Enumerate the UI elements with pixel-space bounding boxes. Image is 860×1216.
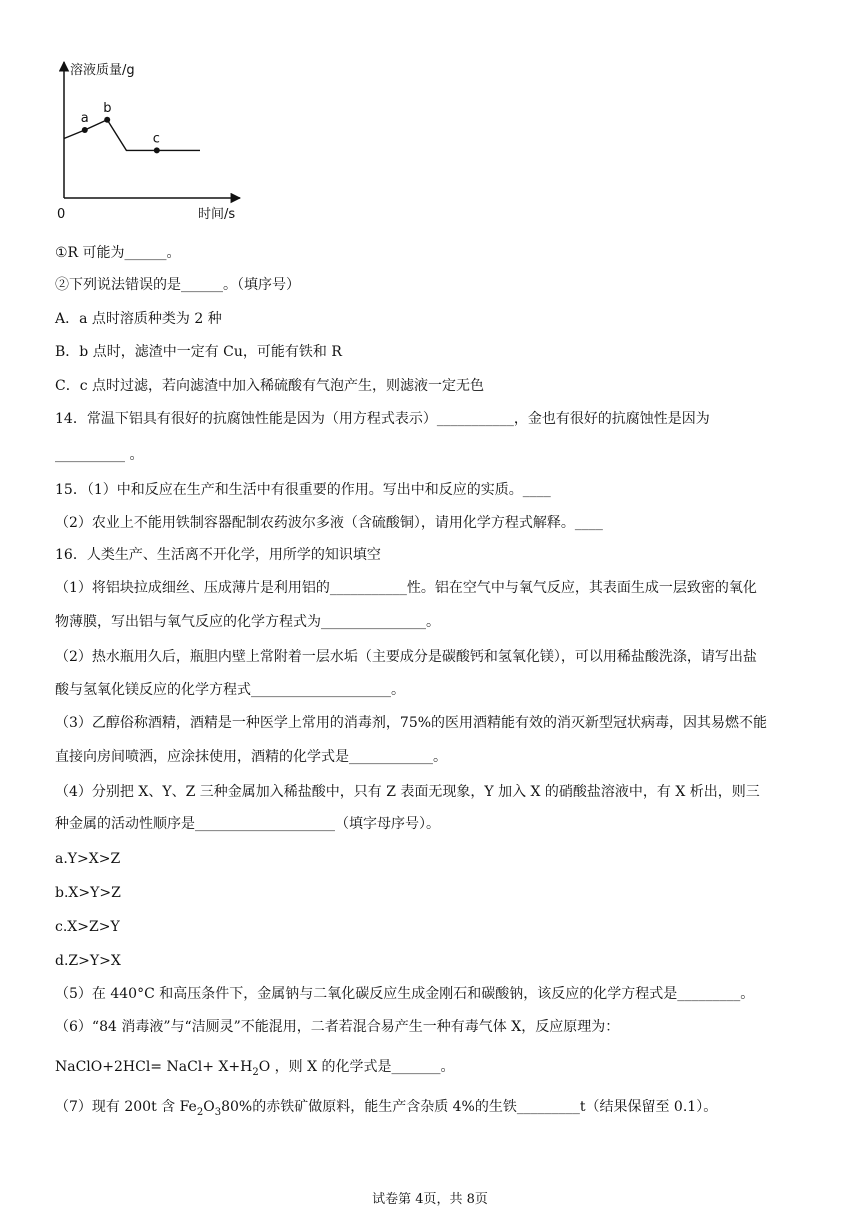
question-16-7 [55,1098,717,1122]
question-16-3: （3）乙醇俗称酒精，酒精是一种医学上常用的消毒剂，75%的医用酒精能有效的消灭新型冠状病毒，因其易燃不能 [55,715,768,731]
question-16-2-cont: 酸与氢氧化镁反应的化学方程式____________________。 [55,682,405,698]
choice-b: b.X>Y>Z [55,885,121,901]
q7-pre: （7）现有 200t 含 Fe [55,1099,197,1115]
origin-label: 0 [57,207,66,222]
q7-post: 80%的赤铁矿做原料，能生产含杂质 4%的生铁_________t（结果保留至 0.1）。 [221,1099,718,1115]
data-label-a: a [80,111,89,126]
question-15-1: 15．（1）中和反应在生产和生活中有很重要的作用。写出中和反应的实质。____ [55,482,551,498]
question-16: 16．人类生产、生活离不开化学，用所学的知识填空 [55,547,381,563]
choice-a: a.Y>X>Z [55,851,121,867]
q7-mid: O [203,1099,215,1115]
question-16-6: （6）“84 消毒液”与“洁厕灵”不能混用，二者若混合易产生一种有毒气体 X，反应原理为： [55,1019,620,1035]
question-16-2: （2）热水瓶用久后，瓶胆内壁上常附着一层水垢（主要成分是碳酸钙和氢氧化镁），可以用稀盐酸洗涤，请写出盐 [55,649,757,665]
question-16-1-cont: 物薄膜，写出铝与氧气反应的化学方程式为_______________。 [55,614,440,630]
q7-sub1: 2 [196,1106,204,1118]
reaction-formula [55,1058,455,1082]
option-c: C．c 点时过滤，若向滤渣中加入稀硫酸有气泡产生，则滤液一定无色 [55,378,485,394]
data-label-b: b [103,100,112,116]
choice-d: d.Z>Y>X [55,953,121,969]
formula-subscript: 2 [252,1066,259,1078]
y-axis-label: 溶液质量/g [70,63,135,78]
line-r-possible: ①R 可能为______。 [55,245,181,261]
question-14-cont: __________ 。 [55,447,144,463]
solution-mass-chart [48,56,258,226]
page-footer: 试卷第 4页，共 8页 [372,1192,488,1207]
question-16-1: （1）将铝块拉成细丝、压成薄片是利用铝的___________性。铝在空气中与氧气反应，其表面生成一层致密的氧化 [55,580,757,596]
formula-tail: O ，则 X 的化学式是_______。 [258,1059,455,1075]
q7-sub2: 3 [214,1106,222,1118]
data-point-c [154,147,160,153]
x-axis-label: 时间/s [198,207,236,222]
question-14: 14．常温下铝具有很好的抗腐蚀性能是因为（用方程式表示）___________，金也有很好的抗腐蚀性是因为 [55,411,710,427]
data-point-b [104,117,110,123]
data-label-c: c [152,131,160,147]
data-point-a [82,127,88,133]
question-16-4-cont: 种金属的活动性顺序是____________________（填字母序号）。 [55,816,440,832]
question-16-5: （5）在 440°C 和高压条件下，金属钠与二氧化碳反应生成金刚石和碳酸钠，该反应的化学方程式是_________。 [55,986,755,1002]
choice-c: c.X>Z>Y [55,919,120,935]
question-16-3-cont: 直接向房间喷洒，应涂抹使用，酒精的化学式是____________。 [55,749,447,765]
question-16-4: （4）分别把 X、Y、Z 三种金属加入稀盐酸中，只有 Z 表面无现象，Y 加入 X 的硝酸盐溶液中，有 X 析出，则三 [55,784,760,800]
question-15-2: （2）农业上不能用铁制容器配制农药波尔多液（含硫酸铜），请用化学方程式解释。____ [55,515,603,531]
formula-main: NaClO+2HCl= NaCl+ X+H [55,1059,253,1075]
option-a: A．a 点时溶质种类为 2 种 [55,311,222,327]
line-wrong-statement: ②下列说法错误的是______。（填序号） [55,277,300,293]
chart-svg [48,56,258,226]
option-b: B．b 点时，滤渣中一定有 Cu，可能有铁和 R [55,344,342,360]
